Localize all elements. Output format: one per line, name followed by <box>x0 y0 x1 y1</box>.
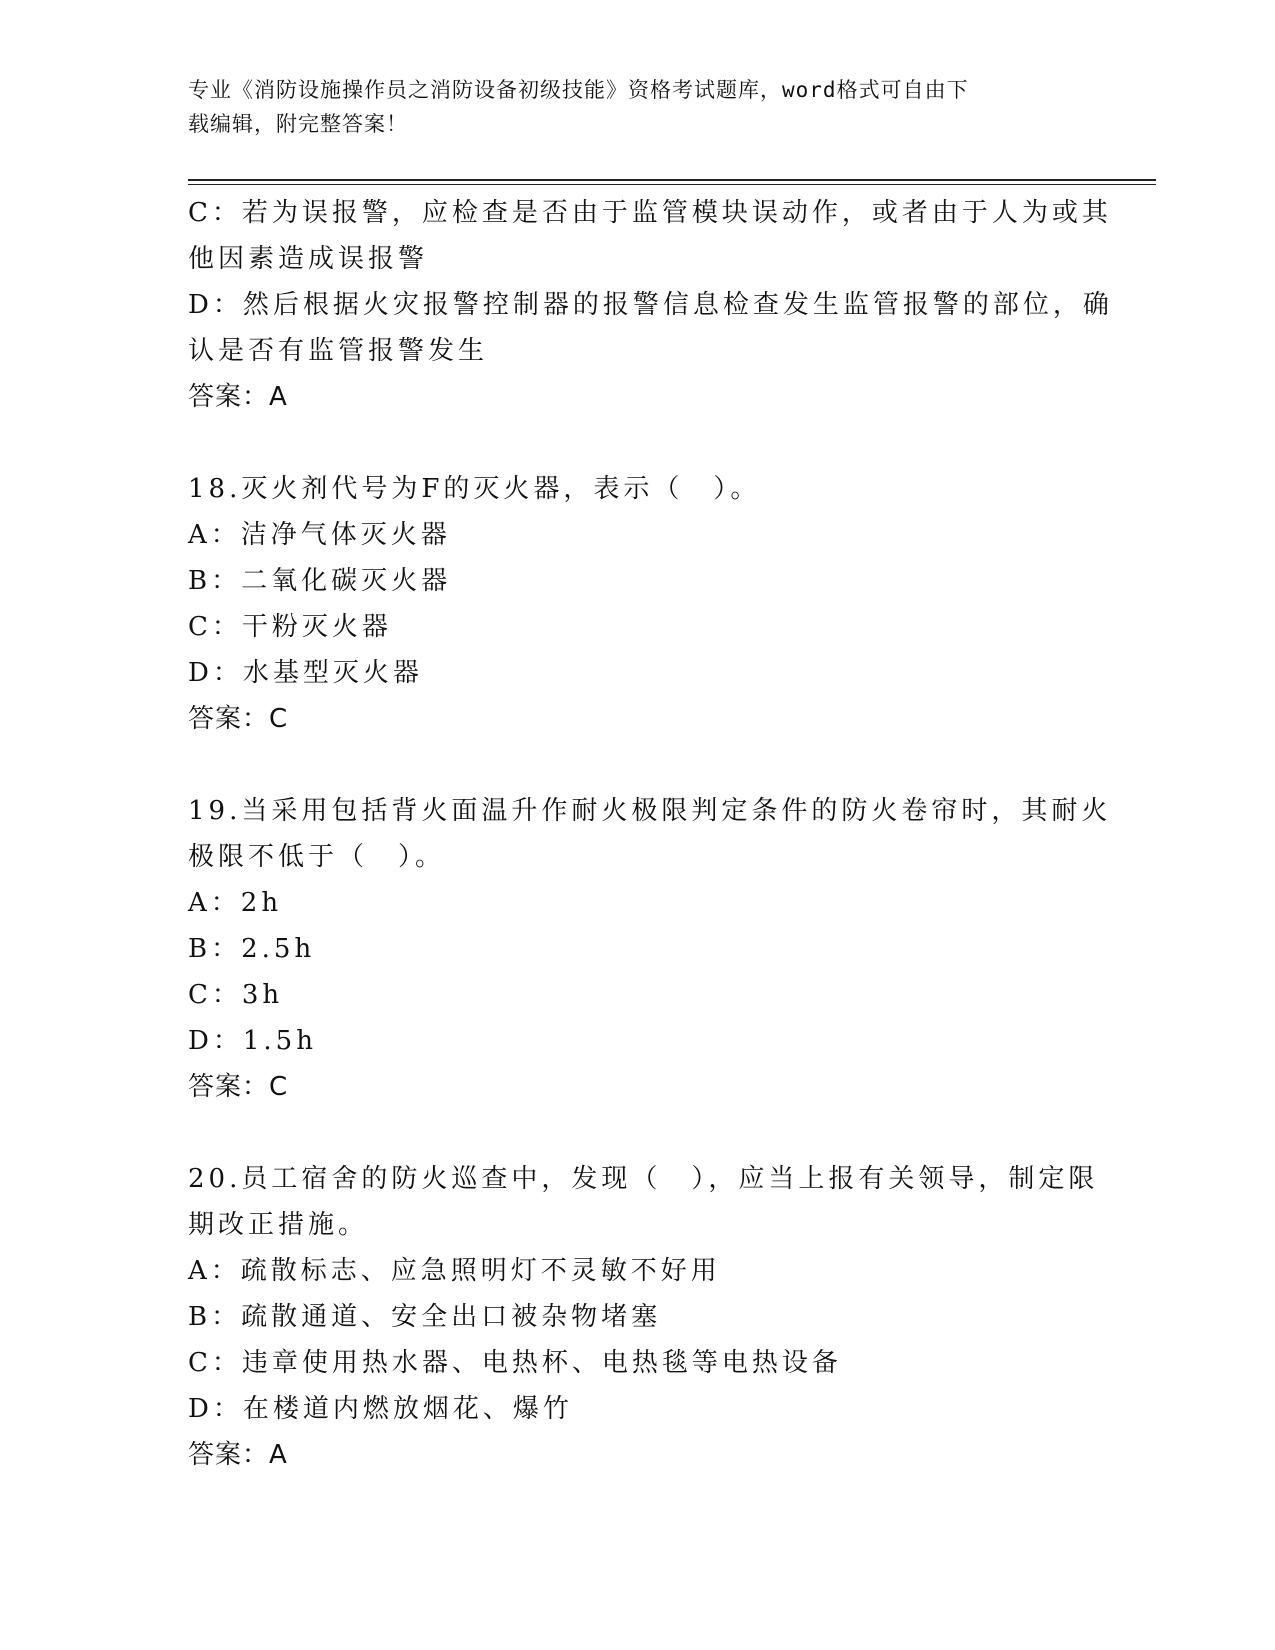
question-19-block <box>188 788 1112 1110</box>
spacer <box>188 1110 1088 1156</box>
option-c-line-2: 他因素造成误报警 <box>188 244 429 274</box>
question-20-answer: 答案：A <box>188 1440 288 1470</box>
question-19-answer: 答案：C <box>188 1072 289 1102</box>
option-d-line-2: 认是否有监管报警发生 <box>188 336 489 366</box>
question-20-block <box>188 1156 1099 1478</box>
question-20-stem-line-2: 期改正措施。 <box>188 1210 369 1240</box>
header-divider-thick <box>188 179 1156 181</box>
question-18-option-b: B：二氧化碳灭火器 <box>188 566 452 596</box>
question-19-option-d: D：1.5h <box>188 1026 317 1056</box>
question-20-option-c: C：违章使用热水器、电热杯、电热毯等电热设备 <box>188 1348 842 1378</box>
document-header <box>188 73 1068 141</box>
header-line-1: 专业《消防设施操作员之消防设备初级技能》资格考试题库，word格式可自由下 <box>188 78 969 102</box>
header-divider-thin <box>188 184 1156 185</box>
option-c-line-1: C：若为误报警，应检查是否由于监管模块误动作，或者由于人为或其 <box>188 198 1112 228</box>
question-20-stem-line-1: 20.员工宿舍的防火巡查中，发现（ ），应当上报有关领导，制定限 <box>188 1164 1099 1194</box>
question-19-option-a: A：2h <box>188 888 283 918</box>
question-19-stem-line-1: 19.当采用包括背火面温升作耐火极限判定条件的防火卷帘时，其耐火 <box>188 796 1112 826</box>
answer-line: 答案：A <box>188 382 288 412</box>
header-line-2: 载编辑，附完整答案！ <box>188 112 408 136</box>
question-20-option-a: A：疏散标志、应急照明灯不灵敏不好用 <box>188 1256 721 1286</box>
question-18-answer: 答案：C <box>188 704 289 734</box>
question-20-option-b: B：疏散通道、安全出口被杂物堵塞 <box>188 1302 662 1332</box>
question-content <box>188 190 1113 1478</box>
spacer <box>188 742 1088 788</box>
option-d-line-1: D：然后根据火灾报警控制器的报警信息检查发生监管报警的部位，确 <box>188 290 1113 320</box>
previous-question-block <box>188 190 1113 420</box>
question-18-option-a: A：洁净气体灭火器 <box>188 520 451 550</box>
question-18-option-d: D：水基型灭火器 <box>188 658 423 688</box>
question-18-stem: 18.灭火剂代号为F的灭火器，表示（ ）。 <box>188 474 761 504</box>
question-18-block <box>188 466 1088 742</box>
question-19-stem-line-2: 极限不低于（ ）。 <box>188 842 446 872</box>
question-18-option-c: C：干粉灭火器 <box>188 612 392 642</box>
question-20-option-d: D：在楼道内燃放烟花、爆竹 <box>188 1394 573 1424</box>
question-19-option-c: C：3h <box>188 980 284 1010</box>
question-19-option-b: B：2.5h <box>188 934 316 964</box>
spacer <box>188 420 1088 466</box>
